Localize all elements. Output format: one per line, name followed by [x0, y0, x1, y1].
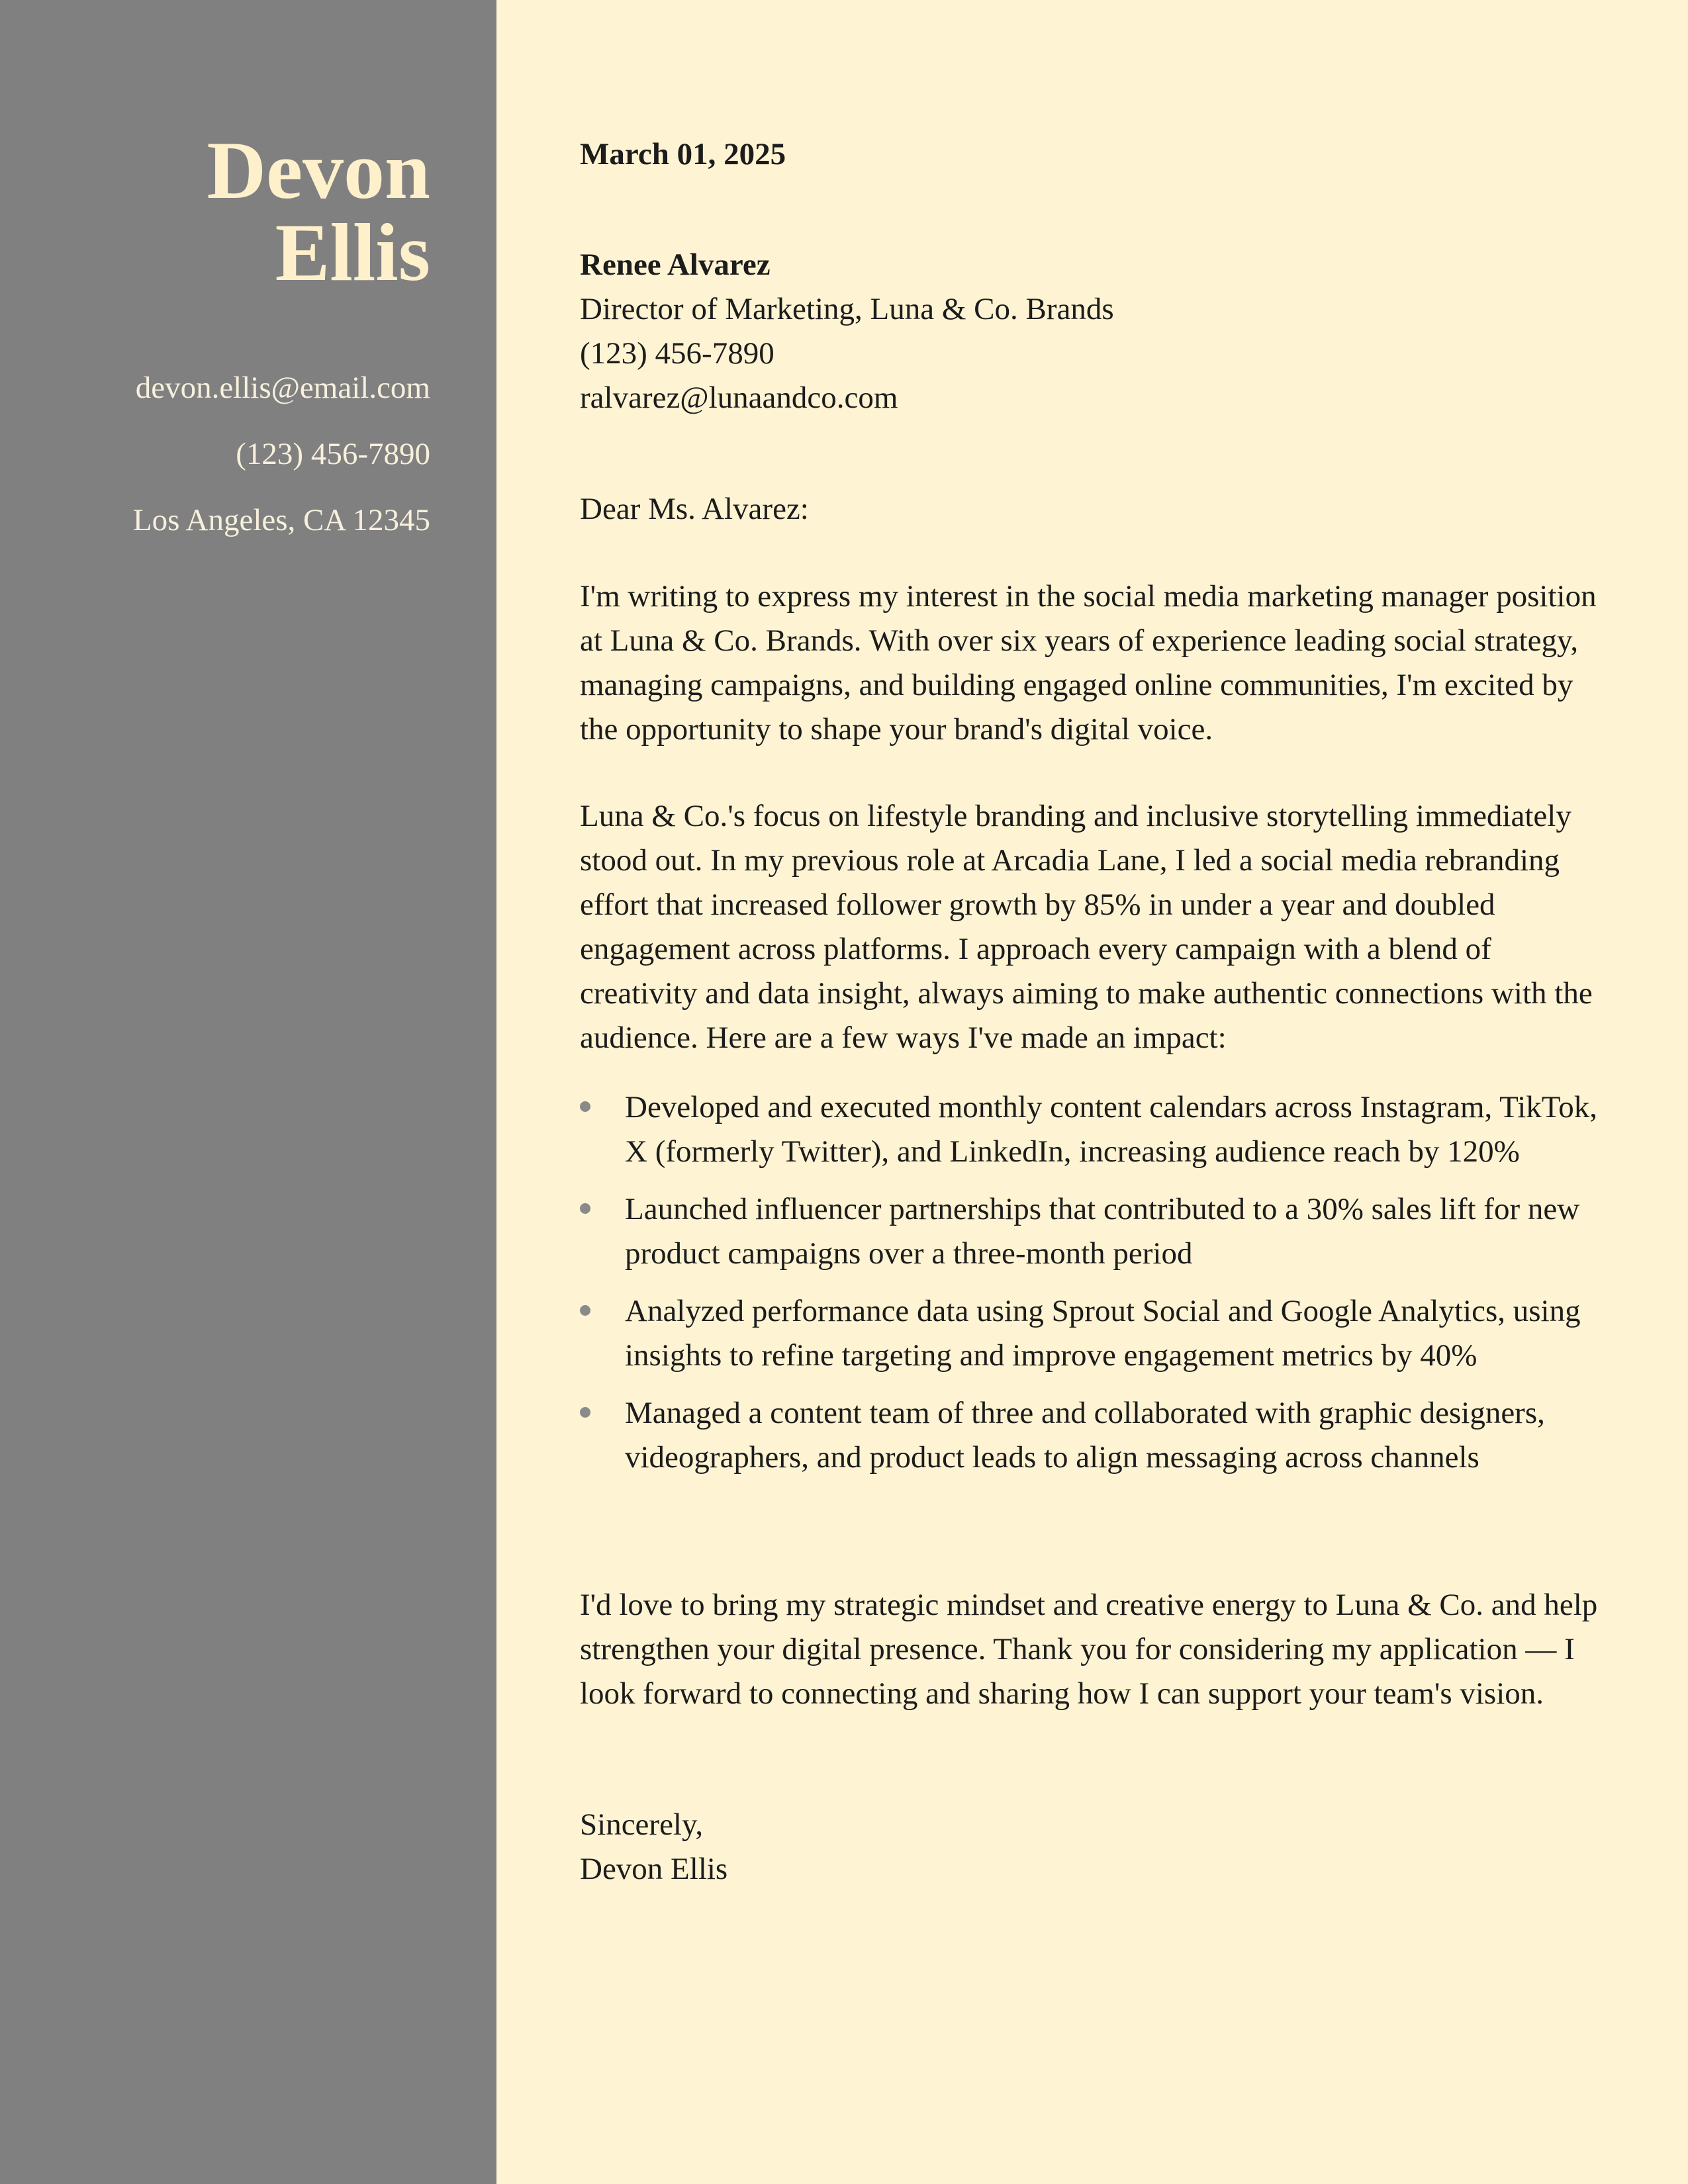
recipient-phone: (123) 456-7890	[580, 336, 774, 371]
sender-email: devon.ellis@email.com	[135, 371, 430, 405]
signature: Devon Ellis	[580, 1852, 728, 1886]
recipient-name: Renee Alvarez	[580, 248, 771, 282]
list-item	[580, 1085, 1599, 1174]
list-item-text: Launched influencer partnerships that contributed to a 30% sales lift for new product campaigns over a three-month period	[625, 1192, 1580, 1271]
sender-first-name: Devon	[207, 125, 430, 216]
list-item-text: Analyzed performance data using Sprout Social and Google Analytics, using insights to refine targeting and improve engagement metrics by 40%	[625, 1294, 1581, 1373]
list-item	[580, 1187, 1599, 1276]
list-item-text: Developed and executed monthly content calendars across Instagram, TikTok, X (formerly Twitter), and LinkedIn, increasing audience reach by 120%	[625, 1090, 1597, 1169]
closing-block	[580, 1803, 727, 1891]
closing-phrase: Sincerely,	[580, 1807, 704, 1842]
sender-last-name: Ellis	[275, 207, 430, 298]
paragraph-experience: Luna & Co.'s focus on lifestyle branding and inclusive storytelling immediately stood out. In my previous role at Arcadia Lane, I led a social media rebranding effort that increased follower growth by 85% in under a year and doubled engagement across platforms. I approach every campaign with a blend of creativity and data insight, always aiming to make authentic connections with the audience. Here are a few ways I've made an impact:	[580, 799, 1593, 1055]
salutation: Dear Ms. Alvarez:	[580, 492, 809, 526]
bullet-icon	[580, 1101, 590, 1112]
bullet-icon	[580, 1203, 590, 1214]
bullet-icon	[580, 1305, 590, 1316]
impact-list	[580, 1085, 1599, 1493]
paragraph-closing: I'd love to bring my strategic mindset and creative energy to Luna & Co. and help strengthen your digital presence. Thank you for considering my application — I look forward to connecting and sharing how I can support your team's vision.	[580, 1588, 1598, 1711]
letter-date: March 01, 2025	[580, 137, 786, 171]
sidebar	[0, 0, 496, 2184]
paragraph-intro: I'm writing to express my interest in the social media marketing manager position at Luna & Co. Brands. With over six years of experience leading social strategy, managing campaigns, and building engaged online communities, I'm excited by the opportunity to shape your brand's digital voice.	[580, 579, 1597, 747]
sender-location: Los Angeles, CA 12345	[132, 503, 430, 537]
sender-name	[7, 125, 430, 298]
bullet-icon	[580, 1407, 590, 1418]
recipient-block	[580, 243, 1114, 420]
recipient-title: Director of Marketing, Luna & Co. Brands	[580, 292, 1114, 326]
recipient-email: ralvarez@lunaandco.com	[580, 381, 898, 415]
list-item	[580, 1289, 1599, 1378]
list-item-text: Managed a content team of three and collaborated with graphic designers, videographers, and product leads to align messaging across channels	[625, 1396, 1545, 1475]
sender-phone: (123) 456-7890	[236, 437, 430, 471]
list-item	[580, 1391, 1599, 1480]
